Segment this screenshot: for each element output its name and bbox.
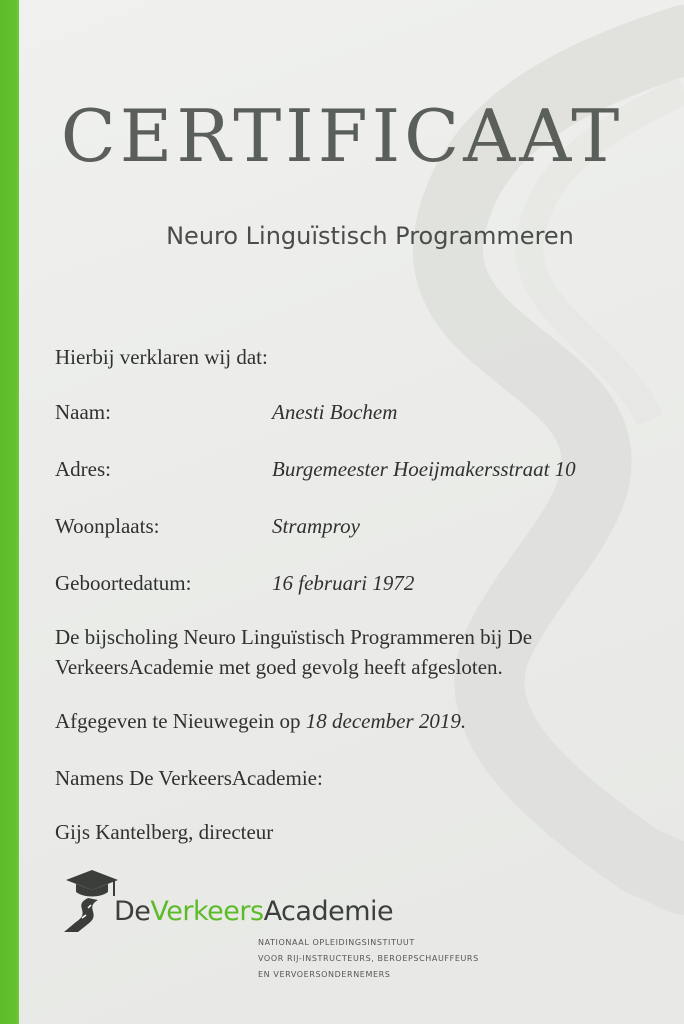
residence-label: Woonplaats: [55, 514, 160, 538]
logo-word-academie: Academie [263, 896, 394, 927]
issued-date: 18 december 2019. [305, 709, 467, 733]
birthdate-value: 16 februari 1972 [272, 571, 415, 595]
logo-wordmark [114, 896, 393, 927]
certificate-subtitle: Neuro Linguïstisch Programmeren [166, 222, 574, 250]
logo-word-verkeers: Verkeers [150, 896, 264, 927]
address-value: Burgemeester Hoeijmakersstraat 10 [272, 457, 576, 481]
statement-line-1: De bijscholing Neuro Linguïstisch Programmeren bij De [55, 625, 533, 649]
graduation-cap-road-icon [62, 868, 122, 934]
statement-line-2: VerkeersAcademie met goed gevolg heeft afgesloten. [55, 655, 503, 679]
address-label: Adres: [55, 457, 111, 481]
name-label: Naam: [55, 400, 111, 424]
issued-line [55, 709, 466, 734]
signatory-text: Gijs Kantelberg, directeur [55, 820, 274, 844]
intro-text: Hierbij verklaren wij dat: [55, 345, 268, 369]
birthdate-label: Geboortedatum: [55, 571, 192, 595]
residence-value: Stramproy [272, 514, 360, 538]
certificate-title: CERTIFICAAT [60, 94, 624, 178]
name-value: Anesti Bochem [272, 400, 398, 424]
logo-word-de: De [114, 896, 151, 927]
on-behalf-text: Namens De VerkeersAcademie: [55, 766, 323, 790]
verkeersacademie-logo [62, 868, 394, 938]
tagline-line-1: NATIONAAL OPLEIDINGSINSTITUUT [258, 938, 415, 947]
tagline-line-3: EN VERVOERSONDERNEMERS [258, 970, 391, 979]
issued-prefix: Afgegeven te Nieuwegein op [55, 709, 301, 733]
tagline-line-2: VOOR RIJ-INSTRUCTEURS, BEROEPSCHAUFFEURS [258, 954, 479, 963]
